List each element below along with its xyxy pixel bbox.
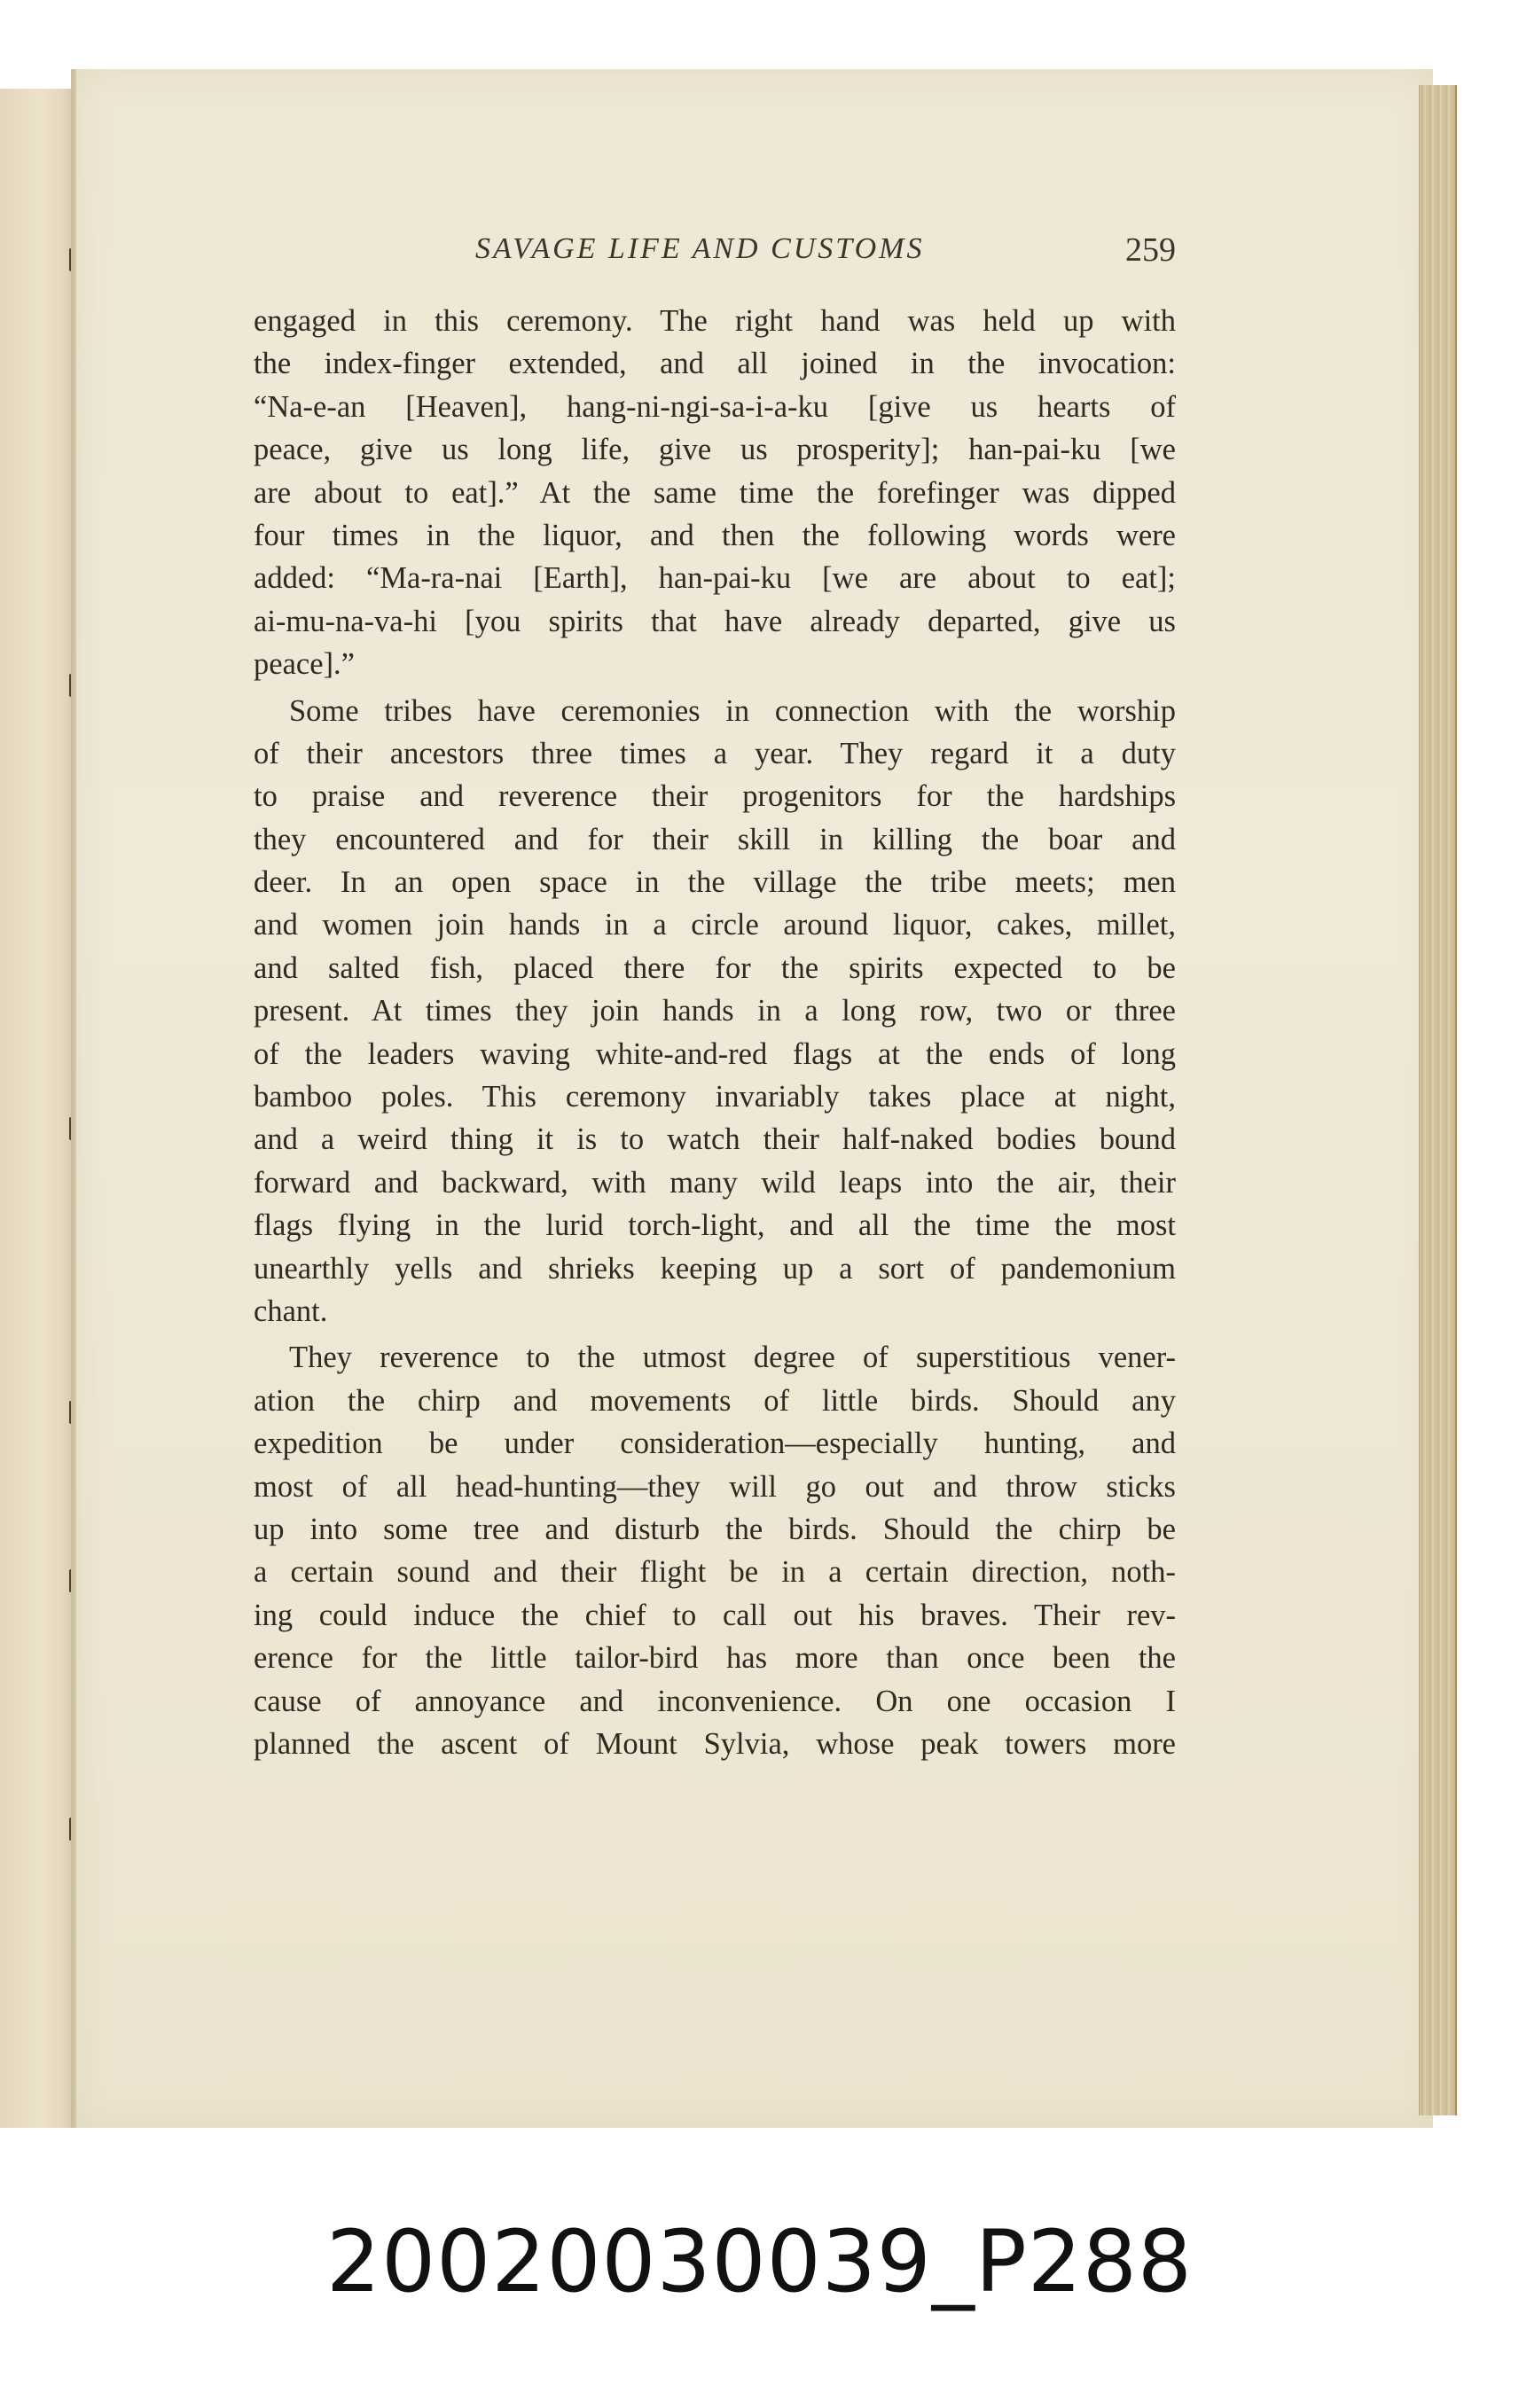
text-line: unearthly yells and shrieks keeping up a sort of pandemonium bbox=[254, 1251, 1176, 1286]
left-page-edge bbox=[0, 89, 74, 2128]
text-line: peace, give us long life, give us prosperity]; han-pai-ku [we bbox=[254, 433, 1176, 467]
text-line: expedition be under consideration—especially hunting, and bbox=[254, 1427, 1176, 1461]
text-line: most of all head-hunting—they will go out and throw sticks bbox=[254, 1469, 1176, 1504]
text-line: up into some tree and disturb the birds. Should the chirp be bbox=[254, 1512, 1176, 1546]
body-text bbox=[254, 300, 1176, 1765]
text-line: of their ancestors three times a year. They regard it a duty bbox=[254, 736, 1176, 770]
text-line: of the leaders waving white-and-red flags at the ends of long bbox=[254, 1036, 1176, 1071]
text-line: They reverence to the utmost degree of superstitious vener- bbox=[289, 1341, 1176, 1375]
text-line: a certain sound and their flight be in a certain direction, noth- bbox=[254, 1555, 1176, 1590]
text-line: and a weird thing it is to watch their half-naked bodies bound bbox=[254, 1122, 1176, 1157]
text-line: added: “Ma-ra-nai [Earth], han-pai-ku [we are about to eat]; bbox=[254, 561, 1176, 596]
paragraph-2 bbox=[254, 690, 1176, 1333]
paragraph-3 bbox=[254, 1336, 1176, 1765]
text-line: and salted fish, placed there for the spirits expected to be bbox=[254, 950, 1176, 985]
text-line: engaged in this ceremony. The right hand was held up with bbox=[254, 304, 1176, 338]
text-line: four times in the liquor, and then the following words were bbox=[254, 518, 1176, 552]
paragraph-1 bbox=[254, 300, 1176, 686]
image-caption: 20020030039_P288 bbox=[326, 2212, 1193, 2311]
text-line: the index-finger extended, and all joined in the invocation: bbox=[254, 347, 1176, 381]
text-line: Some tribes have ceremonies in connection with the worship bbox=[289, 693, 1176, 728]
text-line: peace].” bbox=[254, 647, 355, 682]
text-line: deer. In an open space in the village the tribe meets; men bbox=[254, 865, 1176, 900]
text-line: planned the ascent of Mount Sylvia, whose peak towers more bbox=[254, 1726, 1176, 1761]
text-line: ation the chirp and movements of little birds. Should any bbox=[254, 1383, 1176, 1418]
text-line: forward and backward, with many wild leaps into the air, their bbox=[254, 1165, 1176, 1200]
text-line: and women join hands in a circle around liquor, cakes, millet, bbox=[254, 908, 1176, 942]
text-line: ai-mu-na-va-hi [you spirits that have already departed, give us bbox=[254, 604, 1176, 638]
text-line: ing could induce the chief to call out his braves. Their rev- bbox=[254, 1598, 1176, 1632]
text-line: present. At times they join hands in a long row, two or three bbox=[254, 994, 1176, 1028]
running-title: SAVAGE LIFE AND CUSTOMS bbox=[475, 232, 925, 265]
text-line: chant. bbox=[254, 1294, 328, 1328]
text-line: “Na-e-an [Heaven], hang-ni-ngi-sa-i-a-ku [give us hearts of bbox=[254, 389, 1176, 424]
text-line: to praise and reverence their progenitors for the hardships bbox=[254, 779, 1176, 814]
running-head bbox=[254, 229, 1176, 273]
text-line: they encountered and for their skill in killing the boar and bbox=[254, 822, 1176, 856]
text-line: cause of annoyance and inconvenience. On one occasion I bbox=[254, 1684, 1176, 1718]
text-line: erence for the little tailor-bird has more than once been the bbox=[254, 1641, 1176, 1676]
text-line: are about to eat].” At the same time the forefinger was dipped bbox=[254, 475, 1176, 510]
text-line: bamboo poles. This ceremony invariably takes place at night, bbox=[254, 1080, 1176, 1114]
page-number: 259 bbox=[1125, 231, 1176, 269]
text-line: flags flying in the lurid torch-light, and all the time the most bbox=[254, 1208, 1176, 1243]
page-fore-edge bbox=[1419, 85, 1457, 2115]
